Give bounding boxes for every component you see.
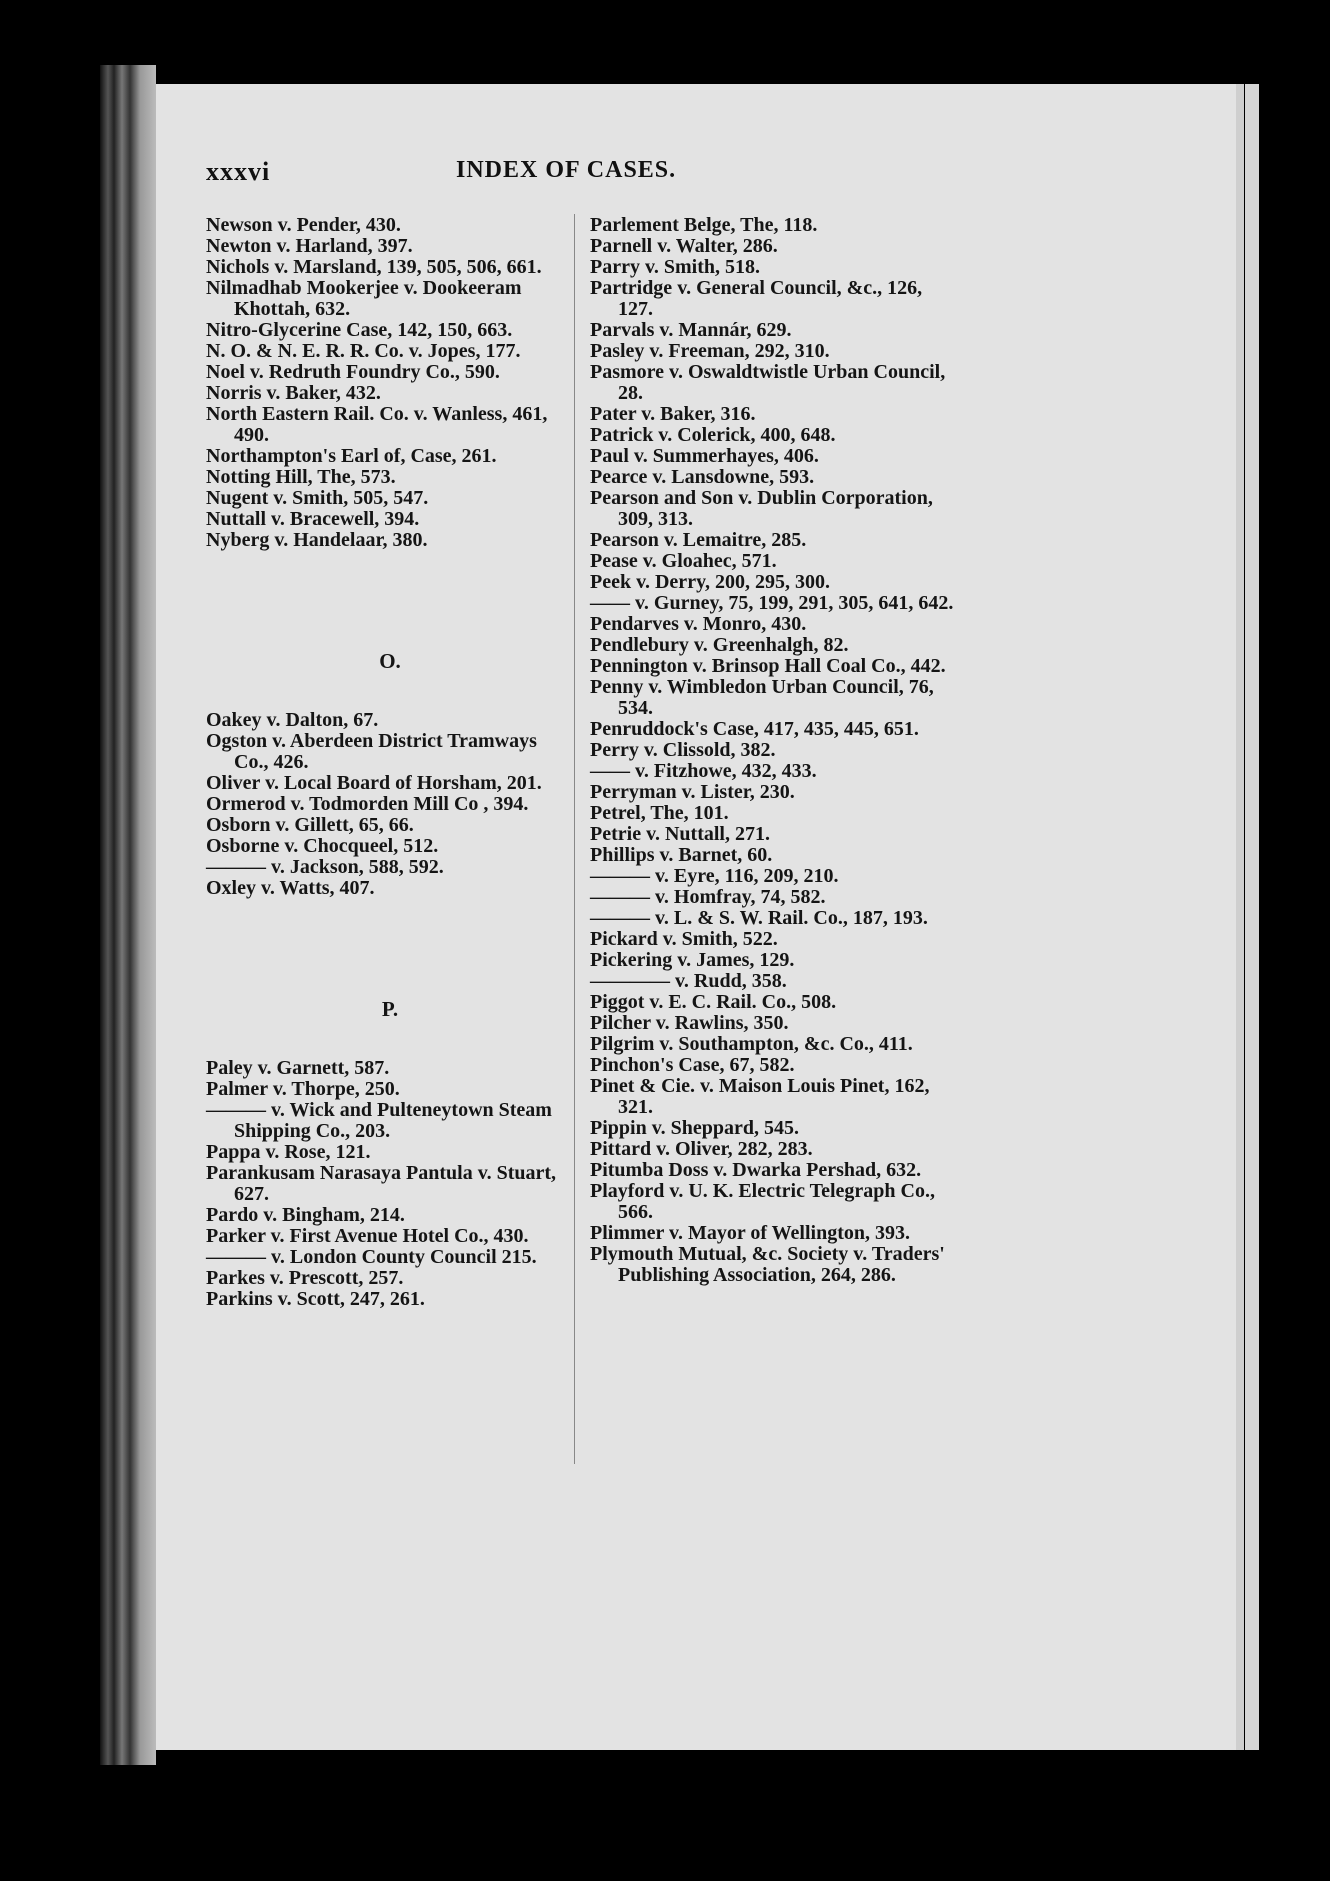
index-entry: Nilmadhab Mookerjee v. Dookeeram Khottah, 632. bbox=[206, 277, 522, 320]
index-entry: Pickard v. Smith, 522. bbox=[590, 928, 778, 950]
index-entry: Pease v. Gloahec, 571. bbox=[590, 550, 777, 572]
index-entry: Osborne v. Chocqueel, 512. bbox=[206, 835, 439, 857]
right-column bbox=[590, 215, 962, 1286]
index-entry: ———— v. Rudd, 358. bbox=[590, 970, 787, 992]
index-entry: Playford v. U. K. Electric Telegraph Co., 566. bbox=[590, 1180, 935, 1223]
index-entry: Notting Hill, The, 573. bbox=[206, 466, 396, 488]
index-entry: Pennington v. Brinsop Hall Coal Co., 442. bbox=[590, 655, 946, 677]
index-entry: Oxley v. Watts, 407. bbox=[206, 877, 375, 899]
index-entry: Phillips v. Barnet, 60. bbox=[590, 844, 773, 866]
index-entry: Newton v. Harland, 397. bbox=[206, 235, 413, 257]
index-entry: Oliver v. Local Board of Horsham, 201. bbox=[206, 772, 542, 794]
index-entry: Pearce v. Lansdowne, 593. bbox=[590, 466, 815, 488]
index-entry: ——— v. London County Council 215. bbox=[206, 1246, 537, 1268]
index-entry: Pittard v. Oliver, 282, 283. bbox=[590, 1138, 813, 1160]
index-entry: Petrel, The, 101. bbox=[590, 802, 729, 824]
index-entry: Parvals v. Mannár, 629. bbox=[590, 319, 792, 341]
index-entry: Pasmore v. Oswaldtwistle Urban Council, 28. bbox=[590, 361, 946, 404]
index-entry: Penny v. Wimbledon Urban Council, 76, 534. bbox=[590, 676, 934, 719]
index-entry: Pilgrim v. Southampton, &c. Co., 411. bbox=[590, 1033, 913, 1055]
index-entry: Pendarves v. Monro, 430. bbox=[590, 613, 807, 635]
section-heading-o: O. bbox=[379, 649, 401, 673]
index-entry: Norris v. Baker, 432. bbox=[206, 382, 381, 404]
index-entry: Parry v. Smith, 518. bbox=[590, 256, 760, 278]
index-entry: Peek v. Derry, 200, 295, 300. bbox=[590, 571, 830, 593]
index-entry: Nugent v. Smith, 505, 547. bbox=[206, 487, 429, 509]
column-divider bbox=[574, 214, 575, 1464]
index-entry: N. O. & N. E. R. R. Co. v. Jopes, 177. bbox=[206, 340, 521, 362]
index-entry: Penruddock's Case, 417, 435, 445, 651. bbox=[590, 718, 919, 740]
index-entry: ——— v. Jackson, 588, 592. bbox=[206, 856, 444, 878]
index-entry: Parkes v. Prescott, 257. bbox=[206, 1267, 404, 1289]
next-page-edge bbox=[1245, 84, 1259, 1750]
index-entry: Paley v. Garnett, 587. bbox=[206, 1057, 390, 1079]
index-entry: Parkins v. Scott, 247, 261. bbox=[206, 1288, 425, 1310]
index-entry: Nyberg v. Handelaar, 380. bbox=[206, 529, 428, 551]
index-entry: Ormerod v. Todmorden Mill Co , 394. bbox=[206, 793, 529, 815]
index-entry: Parker v. First Avenue Hotel Co., 430. bbox=[206, 1225, 529, 1247]
index-entry: Noel v. Redruth Foundry Co., 590. bbox=[206, 361, 500, 383]
index-entry: Oakey v. Dalton, 67. bbox=[206, 709, 379, 731]
index-entry: Pardo v. Bingham, 214. bbox=[206, 1204, 405, 1226]
index-entry: ——— v. Eyre, 116, 209, 210. bbox=[590, 865, 839, 887]
index-entry: Ogston v. Aberdeen District Tramways Co., 426. bbox=[206, 730, 537, 773]
page-number: xxxvi bbox=[206, 157, 271, 186]
index-entry: North Eastern Rail. Co. v. Wanless, 461, 490. bbox=[206, 403, 548, 446]
index-entry: Pater v. Baker, 316. bbox=[590, 403, 756, 425]
index-entry: Patrick v. Colerick, 400, 648. bbox=[590, 424, 836, 446]
index-entry: Pilcher v. Rawlins, 350. bbox=[590, 1012, 789, 1034]
index-entry: Palmer v. Thorpe, 250. bbox=[206, 1078, 400, 1100]
index-entry: Pinet & Cie. v. Maison Louis Pinet, 162, 321. bbox=[590, 1075, 930, 1118]
index-entry: Parankusam Narasaya Pantula v. Stuart, 627. bbox=[206, 1162, 557, 1205]
index-entry: Perry v. Clissold, 382. bbox=[590, 739, 776, 761]
index-entry: Pearson and Son v. Dublin Corporation, 309, 313. bbox=[590, 487, 933, 530]
index-entry: ——— v. L. & S. W. Rail. Co., 187, 193. bbox=[590, 907, 928, 929]
index-entry: Pickering v. James, 129. bbox=[590, 949, 795, 971]
index-entry: Pitumba Doss v. Dwarka Pershad, 632. bbox=[590, 1159, 922, 1181]
index-entry: Piggot v. E. C. Rail. Co., 508. bbox=[590, 991, 837, 1013]
index-entry: Partridge v. General Council, &c., 126, 127. bbox=[590, 277, 923, 320]
index-entry: —— v. Gurney, 75, 199, 291, 305, 641, 642. bbox=[590, 592, 954, 614]
index-entry: Osborn v. Gillett, 65, 66. bbox=[206, 814, 414, 836]
index-entry: Pappa v. Rose, 121. bbox=[206, 1141, 371, 1163]
index-entry: ——— v. Wick and Pulteneytown Steam Shipping Co., 203. bbox=[206, 1099, 552, 1142]
book-spine-edge bbox=[100, 65, 156, 1765]
index-entry: —— v. Fitzhowe, 432, 433. bbox=[590, 760, 817, 782]
index-entry: Parnell v. Walter, 286. bbox=[590, 235, 778, 257]
index-entry: Perryman v. Lister, 230. bbox=[590, 781, 795, 803]
index-entry: Nichols v. Marsland, 139, 505, 506, 661. bbox=[206, 256, 542, 278]
page-header bbox=[206, 157, 846, 197]
index-entry: Pendlebury v. Greenhalgh, 82. bbox=[590, 634, 849, 656]
index-entry: Pasley v. Freeman, 292, 310. bbox=[590, 340, 830, 362]
index-entry: Parlement Belge, The, 118. bbox=[590, 214, 818, 236]
running-title: INDEX OF CASES. bbox=[456, 157, 677, 183]
index-entry: Nitro-Glycerine Case, 142, 150, 663. bbox=[206, 319, 513, 341]
index-entry: ——— v. Homfray, 74, 582. bbox=[590, 886, 826, 908]
index-entry: Pippin v. Sheppard, 545. bbox=[590, 1117, 799, 1139]
index-entry: Petrie v. Nuttall, 271. bbox=[590, 823, 770, 845]
index-entry: Plymouth Mutual, &c. Society v. Traders' Publishing Association, 264, 286. bbox=[590, 1243, 945, 1286]
index-entry: Paul v. Summerhayes, 406. bbox=[590, 445, 819, 467]
section-heading-p: P. bbox=[381, 997, 399, 1021]
index-entry: Pinchon's Case, 67, 582. bbox=[590, 1054, 795, 1076]
index-entry: Pearson v. Lemaitre, 285. bbox=[590, 529, 807, 551]
index-entry: Northampton's Earl of, Case, 261. bbox=[206, 445, 497, 467]
index-entry: Nuttall v. Bracewell, 394. bbox=[206, 508, 420, 530]
index-entry: Newson v. Pender, 430. bbox=[206, 214, 401, 236]
left-column bbox=[206, 215, 574, 1310]
index-entry: Plimmer v. Mayor of Wellington, 393. bbox=[590, 1222, 910, 1244]
